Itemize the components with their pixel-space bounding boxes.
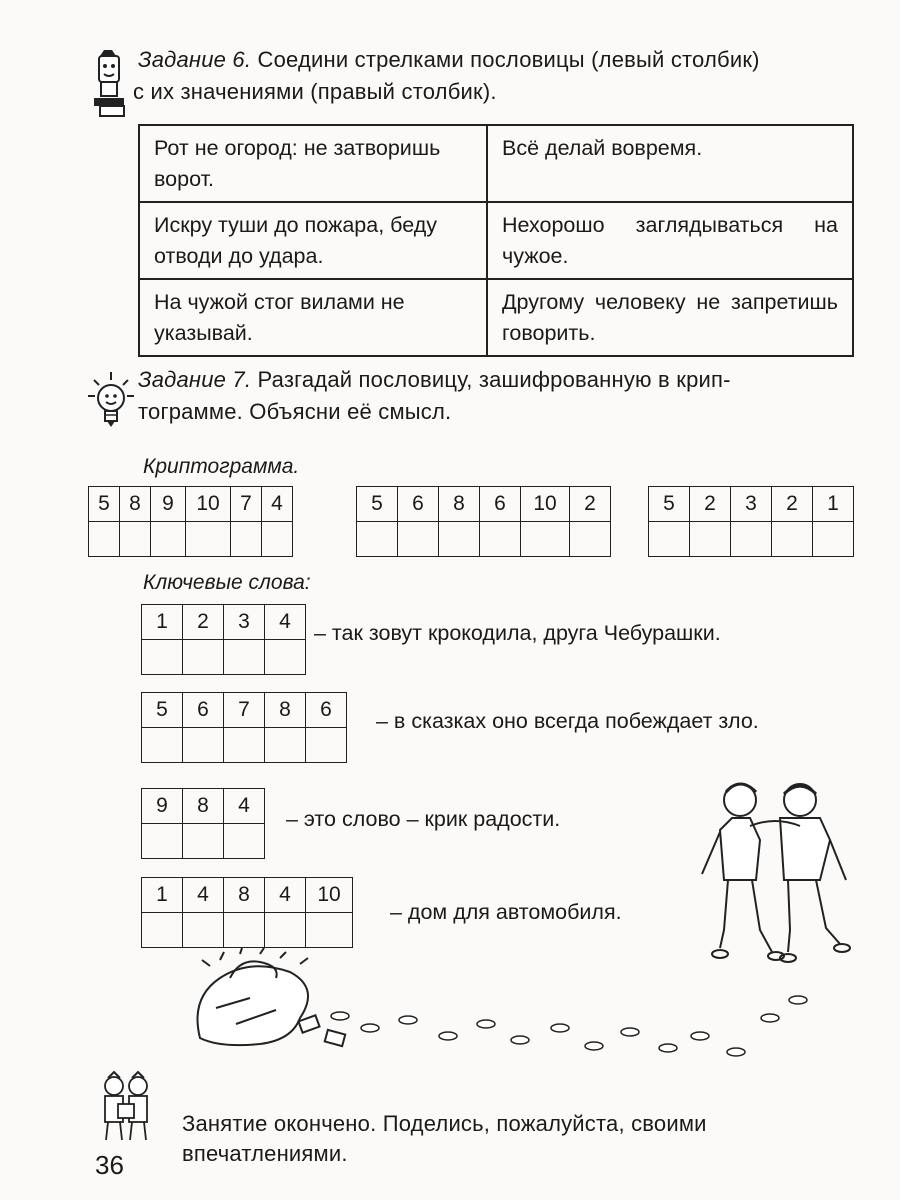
answer-cell[interactable] (186, 522, 231, 557)
cipher-digit: 6 (306, 693, 347, 728)
cipher-digit: 7 (231, 487, 262, 522)
answer-cell[interactable] (265, 913, 306, 948)
table-row (139, 279, 853, 356)
proverb-cell[interactable]: На чужой стог вилами не указывай. (139, 279, 487, 356)
keyword-grid-4 (141, 877, 353, 948)
task7-instruction: Разгадай пословицу, зашифрованную в крип- (257, 367, 731, 392)
proverb-cell[interactable]: Искру туши до пожара, беду отводи до удара. (139, 202, 487, 279)
cipher-digit: 3 (731, 487, 772, 522)
cipher-digit: 10 (186, 487, 231, 522)
task6-instruction-2: с их значениями (правый столбик). (133, 79, 497, 104)
cipher-digit: 10 (521, 487, 570, 522)
cipher-digit: 1 (142, 878, 183, 913)
cipher-digit: 4 (262, 487, 293, 522)
answer-cell[interactable] (813, 522, 854, 557)
answer-cell[interactable] (142, 913, 183, 948)
cryptogram-word-3 (648, 486, 854, 557)
task7-instruction-2: тограмме. Объясни её смысл. (138, 399, 452, 424)
cipher-digit: 5 (357, 487, 398, 522)
two-boys-illustration (680, 770, 860, 970)
answer-cell[interactable] (183, 913, 224, 948)
cryptogram-word-2 (356, 486, 611, 557)
cipher-digit: 8 (439, 487, 480, 522)
task6-label: Задание 6. (138, 47, 252, 72)
answer-cell[interactable] (151, 522, 186, 557)
answer-cell[interactable] (398, 522, 439, 557)
proverb-cell[interactable]: Рот не огород: не затворишь ворот. (139, 125, 487, 202)
cipher-digit: 2 (183, 605, 224, 640)
cipher-digit: 10 (306, 878, 353, 913)
answer-cell[interactable] (183, 824, 224, 859)
answer-cell[interactable] (357, 522, 398, 557)
keyword-grid-2 (141, 692, 347, 763)
cipher-digit: 8 (265, 693, 306, 728)
closing-text-line2: впечатлениями. (182, 1141, 348, 1166)
cipher-digit: 5 (89, 487, 120, 522)
keyword-clue-4: – дом для автомобиля. (390, 900, 622, 924)
cipher-digit: 9 (151, 487, 186, 522)
cipher-digit: 2 (772, 487, 813, 522)
answer-cell[interactable] (224, 913, 265, 948)
answer-cell[interactable] (306, 728, 347, 763)
cipher-digit: 8 (224, 878, 265, 913)
money-bag-footprints-illustration (180, 948, 820, 1068)
task6-instruction: Соедини стрелками пословицы (левый столбик) (257, 47, 760, 72)
keyword-clue-3: – это слово – крик радости. (286, 807, 561, 831)
keywords-label: Ключевые слова: (143, 571, 311, 594)
table-row (139, 125, 853, 202)
cipher-digit: 3 (224, 605, 265, 640)
answer-cell[interactable] (120, 522, 151, 557)
cipher-digit: 6 (480, 487, 521, 522)
cipher-digit: 1 (142, 605, 183, 640)
answer-cell[interactable] (142, 728, 183, 763)
meaning-cell[interactable]: Другому человеку не запретишь говорить. (487, 279, 853, 356)
answer-cell[interactable] (521, 522, 570, 557)
answer-cell[interactable] (89, 522, 120, 557)
cipher-digit: 5 (649, 487, 690, 522)
cipher-digit: 4 (183, 878, 224, 913)
keyword-clue-1: – так зовут крокодила, друга Чебурашки. (314, 621, 721, 645)
answer-cell[interactable] (142, 640, 183, 675)
cryptogram-word-1 (88, 486, 293, 557)
cipher-digit: 6 (183, 693, 224, 728)
cipher-digit: 1 (813, 487, 854, 522)
cipher-digit: 4 (265, 605, 306, 640)
task7-label: Задание 7. (138, 367, 252, 392)
answer-cell[interactable] (183, 640, 224, 675)
answer-cell[interactable] (231, 522, 262, 557)
lightbulb-icon (86, 370, 136, 432)
answer-cell[interactable] (265, 640, 306, 675)
answer-cell[interactable] (224, 728, 265, 763)
cipher-digit: 7 (224, 693, 265, 728)
answer-cell[interactable] (649, 522, 690, 557)
answer-cell[interactable] (262, 522, 293, 557)
keyword-grid-3 (141, 788, 265, 859)
answer-cell[interactable] (224, 824, 265, 859)
cipher-digit: 8 (183, 789, 224, 824)
answer-cell[interactable] (772, 522, 813, 557)
page-number: 36 (95, 1150, 124, 1180)
children-icon (94, 1070, 158, 1144)
closing-text-line1: Занятие окончено. Поделись, пожалуйста, своими (182, 1111, 707, 1136)
meaning-cell[interactable]: Нехорошо заглядываться на чужое. (487, 202, 853, 279)
answer-cell[interactable] (224, 640, 265, 675)
table-row (139, 202, 853, 279)
cryptogram-label: Криптограмма. (143, 455, 300, 478)
answer-cell[interactable] (183, 728, 224, 763)
keyword-grid-1 (141, 604, 306, 675)
answer-cell[interactable] (439, 522, 480, 557)
meaning-cell[interactable]: Всё делай вовремя. (487, 125, 853, 202)
cipher-digit: 4 (224, 789, 265, 824)
answer-cell[interactable] (142, 824, 183, 859)
cipher-digit: 9 (142, 789, 183, 824)
keyword-clue-2: – в сказках оно всегда побеждает зло. (376, 709, 759, 733)
proverb-table (138, 124, 854, 357)
answer-cell[interactable] (570, 522, 611, 557)
answer-cell[interactable] (306, 913, 353, 948)
cipher-digit: 4 (265, 878, 306, 913)
answer-cell[interactable] (265, 728, 306, 763)
answer-cell[interactable] (731, 522, 772, 557)
answer-cell[interactable] (690, 522, 731, 557)
cipher-digit: 6 (398, 487, 439, 522)
pencil-character-icon (90, 46, 128, 118)
cipher-digit: 8 (120, 487, 151, 522)
answer-cell[interactable] (480, 522, 521, 557)
cipher-digit: 2 (570, 487, 611, 522)
cipher-digit: 5 (142, 693, 183, 728)
cipher-digit: 2 (690, 487, 731, 522)
